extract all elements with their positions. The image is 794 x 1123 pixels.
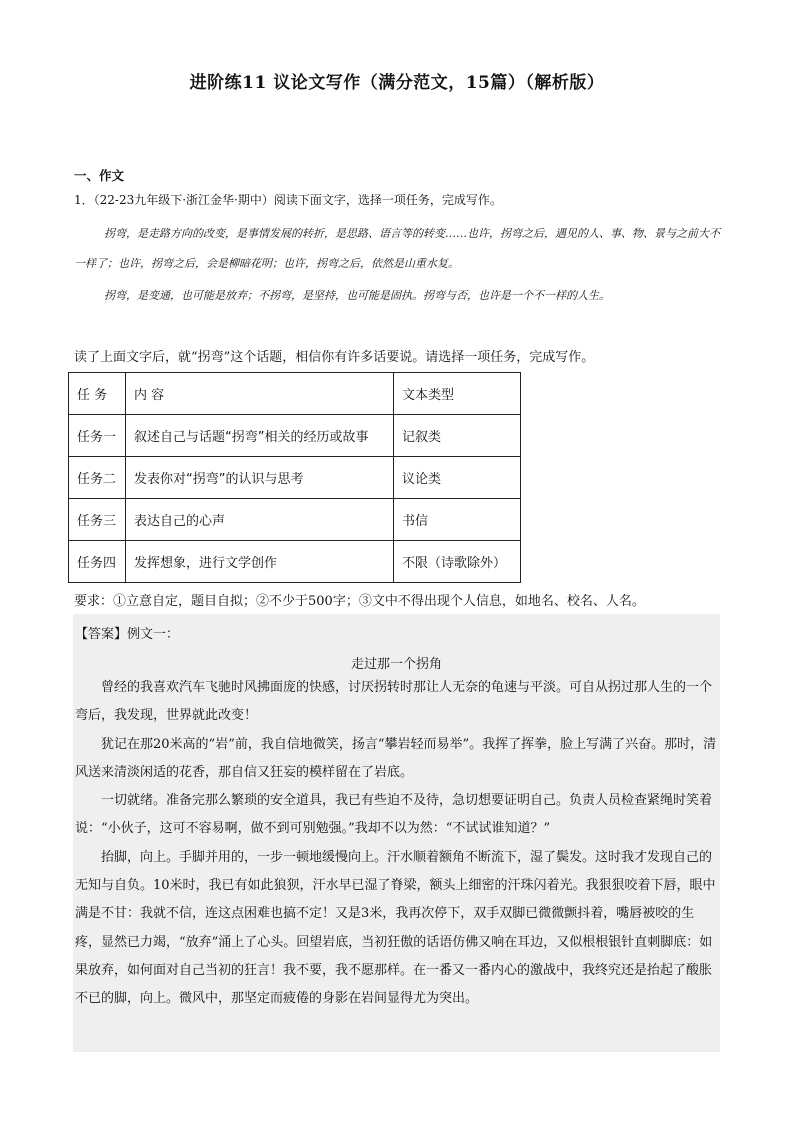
- task-content: 发表你对“拐弯”的认识与思考: [126, 457, 394, 499]
- essay-paragraph: 抬脚，向上。手脚并用的，一步一顿地缓慢向上。汗水顺着额角不断流下，湿了鬓发。这时我才发现自己的无知与自负。10米时，我已有如此狼狈，汗水早已湿了脊梁，额头上细密的汗珠闪着光。我狠狠咬着下唇，眼中满是不甘：我就不信，连这点困难也搞不定！又是3米，我再次停下，双手双脚已微微颤抖着，嘴唇被咬的生疼，显然已力竭，“放弃”涌上了心头。回望岩底，当初狂傲的话语仿佛又响在耳边，又似根根银针直刺脚底：如果放弃，如何面对自己当初的狂言！我不要，我不愿那样。在一番又一番内心的激战中，我终究还是抬起了酸胀不已的脚，向上。微风中，那坚定而疲倦的身影在岩间显得尤为突出。: [75, 849, 716, 1007]
- essay-paragraph: 犹记在那20米高的“岩”前，我自信地微笑，扬言“攀岩轻而易举”。我挥了挥拳，脸上写满了兴奋。那时，清风送来清淡闲适的花香，那自信又狂妄的模样留在了岩底。: [75, 736, 717, 780]
- requirements: 要求：①立意自定，题目自拟；②不少于500字；③文中不得出现个人信息，如地名、校名、人名。: [74, 594, 645, 609]
- task-content: 发挥想象，进行文学创作: [126, 541, 394, 583]
- task-name: 任务二: [69, 457, 126, 499]
- task-content: 叙述自己与话题“拐弯”相关的经历或故事: [126, 415, 394, 457]
- task-type: 不限（诗歌除外）: [394, 541, 521, 583]
- task-type: 书信: [394, 499, 521, 541]
- essay-paragraph: 一切就绪。准备完那么繁琐的安全道具，我已有些迫不及待，急切想要证明自己。负责人员检查紧绳时笑着说：“小伙子，这可不容易啊，做不到可别勉强。”我却不以为然：“不试试谁知道？”: [75, 793, 713, 837]
- essay-title: 走过那一个拐角: [350, 657, 442, 672]
- table-header-cell: 文本类型: [394, 373, 521, 415]
- quote-text: 拐弯，是变通，也可能是放弃；不拐弯，是坚持，也可能是固执。拐弯与否，也许是一个不一样的人生。: [104, 289, 610, 302]
- task-table: [68, 372, 521, 583]
- document-title: 进阶练11 议论文写作（满分范文，15篇）（解析版）: [189, 73, 605, 93]
- quote-paragraph-2: [74, 281, 720, 311]
- table-row: [69, 457, 521, 499]
- essay-body: [75, 674, 719, 1014]
- answer-block: [73, 614, 720, 1052]
- task-name: 任务一: [69, 415, 126, 457]
- quote-text: 拐弯，是走路方向的改变，是事情发展的转折，是思路、语言等的转变……也许，拐弯之后，遇见的人、事、物、景与之前大不一样了；也许，拐弯之后，会是柳暗花明；也许，拐弯之后，依然是山重水复。: [74, 227, 720, 270]
- table-row: [69, 415, 521, 457]
- quote-paragraph-1: [74, 219, 720, 279]
- question-intro: 1．（22-23九年级下·浙江金华·期中）阅读下面文字，选择一项任务，完成写作。: [74, 193, 502, 207]
- table-header-cell: 内 容: [126, 373, 394, 415]
- answer-label: 【答案】例文一：: [75, 627, 180, 642]
- task-name: 任务四: [69, 541, 126, 583]
- table-header-row: [69, 373, 521, 415]
- task-content: 表达自己的心声: [126, 499, 394, 541]
- table-row: [69, 499, 521, 541]
- task-type: 议论类: [394, 457, 521, 499]
- section-heading: 一、作文: [74, 168, 125, 183]
- task-type: 记叙类: [394, 415, 521, 457]
- essay-paragraph: 曾经的我喜欢汽车飞驰时风拂面庞的快感，讨厌拐转时那让人无奈的龟速与平淡。可自从拐过那人生的一个弯后，我发现，世界就此改变！: [75, 680, 713, 724]
- table-row: [69, 541, 521, 583]
- instruction-line: 读了上面文字后，就“拐弯”这个话题，相信你有许多话要说。请选择一项任务，完成写作。: [74, 350, 595, 365]
- task-name: 任务三: [69, 499, 126, 541]
- table-header-cell: 任 务: [69, 373, 126, 415]
